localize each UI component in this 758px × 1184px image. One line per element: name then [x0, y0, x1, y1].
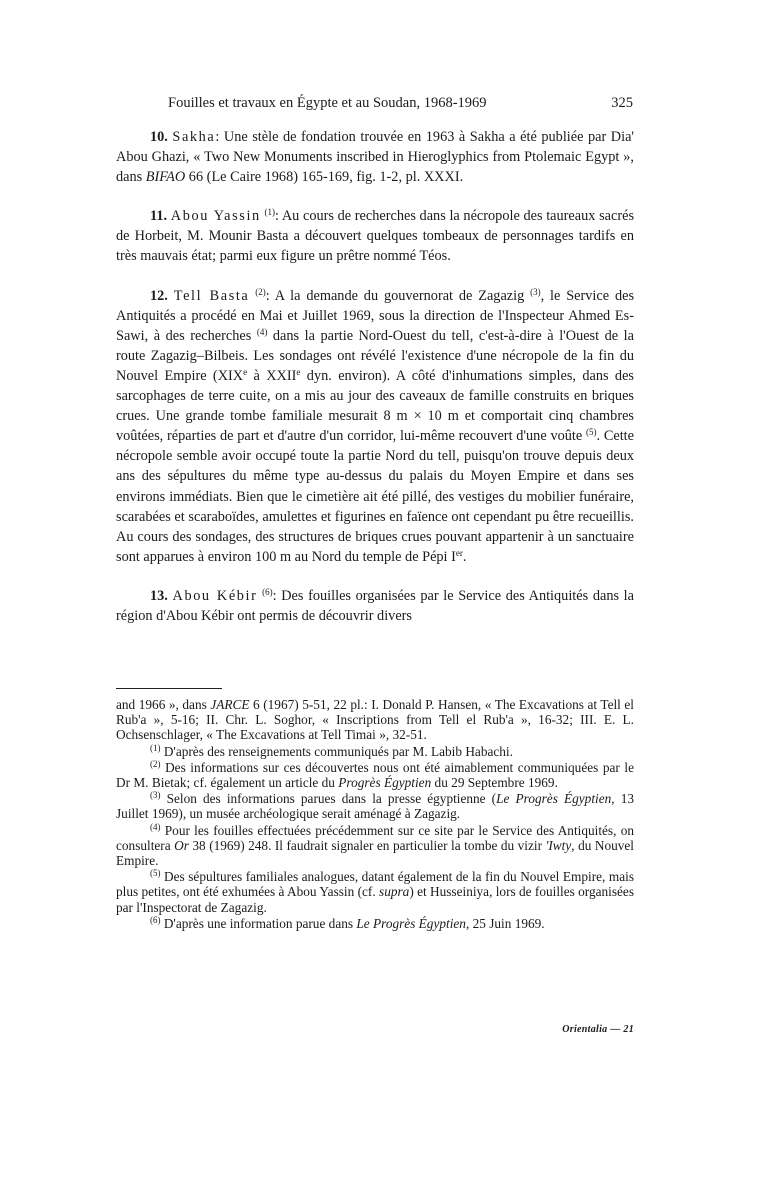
text: dyn. environ). A côté d'inhumations simples, dans des sarcophages de terre cuite, on a mis au jour des caveaux de famille construits en briques crues. Une grande tombe familiale mesurait 8 m × 10 m et comportait cinq chambres voûtées, réparties de part et d'autre d'un corridor, lui-même recouvert d'une voûte	[116, 367, 634, 445]
site-name: Abou Kébir	[172, 587, 258, 604]
text: Pour les fouilles effectuées précédemment sur ce site par le Service des Antiquités, on consultera	[116, 822, 634, 853]
text: du 29 Septembre 1969.	[431, 775, 558, 791]
text: : A la demande du gouvernorat de Zagazig	[265, 287, 531, 304]
footnote-3	[116, 791, 634, 821]
superscript: e	[243, 366, 248, 377]
section-13	[116, 586, 634, 626]
section-number: 10.	[150, 129, 168, 145]
text: , 13 Juillet 1969), un musée archéologique serait aménagé à Zagazig.	[116, 791, 634, 822]
footnote-continuation	[116, 697, 634, 743]
journal-title: Le Progrès Égyptien	[496, 791, 612, 807]
text: Des sépultures familiales analogues, datant également de la fin du Nouvel Empire, mais plus petites, ont été exhumées à Abou Yassin (cf.	[116, 869, 634, 900]
text: 38 (1969) 248. Il faudrait signaler en particulier la tombe du vizir	[188, 837, 546, 853]
journal-title: Le Progrès Égyptien	[356, 915, 466, 931]
signature-number: 21	[623, 1024, 634, 1035]
footnote-2	[116, 760, 634, 790]
footnote-5	[116, 869, 634, 915]
section-12	[116, 286, 634, 567]
text: Selon des informations parues dans la presse égyptienne (	[160, 791, 497, 807]
dash: —	[607, 1024, 624, 1035]
text: D'après une information parue dans	[160, 915, 357, 931]
footnote-ref: (4)	[256, 326, 268, 337]
section-number: 11.	[150, 208, 168, 225]
site-name: Tell Basta	[173, 287, 250, 304]
journal-title: BIFAO	[145, 169, 186, 186]
section-11	[116, 206, 634, 266]
text: : Une stèle de fondation trouvée en 1963 à Sakha a été publiée par Dia' Abou Ghazi, « Two New Monuments inscribed in Hieroglyphics from Ptolemaic Egypt », dans	[116, 129, 635, 186]
text: : Des fouilles organisées par le Service des Antiquités dans la région d'Abou Kébir ont permis de découvrir divers	[116, 587, 634, 624]
footnote-mark: (1)	[150, 742, 161, 753]
text: ) et Husseiniya, lors de fouilles organisées par l'Inspectorat de Zagazig.	[116, 884, 634, 915]
text: . Cette nécropole semble avoir occupé toute la partie Nord du tell, puisqu'on trouve depuis deux ans des sépultures du même type au-dessus du palais du Moyen Empire et dans ses environs immédiats. Bien que le cimetière ait été pillé, des vestiges du mobilier funéraire, scarabées et scaraboïdes, amulettes et figurines en faïence ont cependant pu être recueillis. Au cours des sondages, des structures de briques crues pouvant appartenir à un sanctuaire sont apparues à environ 100 m au Nord du temple de Pépi I	[116, 428, 634, 565]
main-text	[116, 127, 634, 626]
section-10	[116, 127, 634, 187]
text: and 1966 », dans	[116, 697, 211, 712]
text: .	[462, 548, 467, 565]
text: : Au cours de recherches dans la nécropole des taureaux sacrés de Horbeit, M. Mounir Basta a découvert quelques tombeaux de personnages tardifs en très mauvais état; parmi eux figure un prêtre nommé Téos.	[116, 208, 635, 265]
text: dans la partie Nord-Ouest du tell, c'est-à-dire à l'Ouest de la route Zagazig–Bilbeis. Les sondages ont révélé l'existence d'une nécropole de la fin du Nouvel Empire (XIX	[116, 327, 634, 384]
footnote-mark: (2)	[150, 758, 161, 769]
text: Des informations sur ces découvertes nous ont été aimablement communiquées par le Dr M. Bietak; cf. également un article du	[116, 759, 634, 791]
running-header	[168, 95, 633, 117]
journal-signature: Orientalia	[562, 1024, 608, 1035]
footnote-ref: (2)	[255, 286, 266, 297]
footnote-1	[116, 744, 634, 759]
running-title: Fouilles et travaux en Égypte et au Soudan, 1968-1969	[168, 95, 487, 111]
footnote-mark: (5)	[150, 868, 161, 879]
text: D'après des renseignements communiqués par M. Labib Habachi.	[160, 743, 513, 759]
signature-footer	[562, 1024, 634, 1035]
superscript: er	[455, 547, 463, 558]
superscript: e	[296, 366, 301, 377]
journal-title: Progrès Égyptien	[338, 775, 432, 791]
footnote-4	[116, 823, 634, 869]
footnote-mark: (4)	[150, 821, 161, 832]
section-number: 12.	[150, 287, 168, 304]
text: à XXII	[247, 367, 297, 384]
footnote-ref: (6)	[262, 586, 273, 597]
footnote-ref: (1)	[264, 207, 275, 218]
site-name: Abou Yassin	[170, 208, 261, 225]
footnote-mark: (3)	[150, 790, 161, 801]
page-number: 325	[611, 95, 633, 111]
footnote-ref: (3)	[530, 286, 541, 297]
supra-term: supra	[379, 884, 410, 900]
footnote-mark: (6)	[150, 914, 161, 925]
footnotes	[116, 697, 634, 931]
journal-title: Or	[174, 837, 189, 853]
text: , le Service des Antiquités a procédé en Mai et Juillet 1969, sous la direction de l'Inspecteur Ahmed Es-Sawi, à des recherches	[116, 287, 635, 344]
journal-title: JARCE	[210, 697, 250, 712]
section-number: 13.	[150, 587, 168, 604]
footnote-separator	[116, 688, 222, 689]
person-name: 'Iwty	[545, 837, 572, 853]
text: 6 (1967) 5-51, 22 pl.: I. Donald P. Hansen, « The Excavations at Tell el Rub'a », 5-16; II. Chr. L. Soghor, « Inscriptions from Tell el Rub'a », 16-32; III. E. L. Ochsenschlager, « The Excavations at Tell Timai », 32-51.	[116, 697, 635, 743]
footnote-6	[116, 916, 634, 931]
site-name: Sakha	[172, 129, 216, 145]
footnote-ref: (5)	[585, 427, 597, 438]
text: , 25 Juin 1969.	[465, 915, 545, 931]
text: 66 (Le Caire 1968) 165-169, fig. 1-2, pl. XXXI.	[185, 169, 464, 186]
text: , du Nouvel Empire.	[116, 837, 635, 869]
